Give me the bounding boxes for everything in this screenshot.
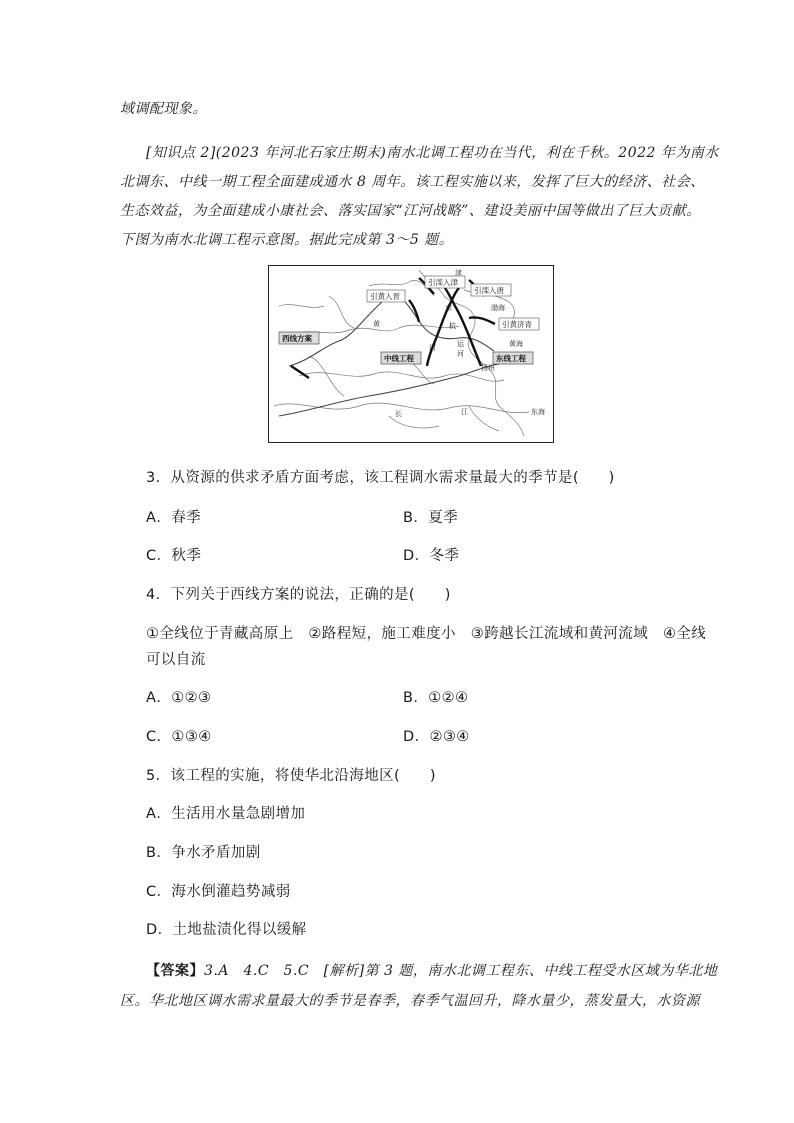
map-svg [269, 266, 553, 442]
question-3-option-a[interactable]: A．春季 [146, 510, 202, 526]
question-5-option-b[interactable]: B．争水矛盾加剧 [146, 845, 261, 861]
place-jin: 津 [455, 269, 462, 277]
west-route-line [291, 366, 309, 378]
question-5-stem: 5．该工程的实施，将使华北沿海地区( ) [146, 768, 436, 784]
question-4-option-d[interactable]: D．②③④ [403, 729, 470, 745]
question-4-option-b[interactable]: B．①②④ [403, 690, 469, 706]
question-5-option-a[interactable]: A．生活用水量急剧增加 [146, 806, 306, 822]
place-yangzhou: 扬州 [481, 364, 495, 372]
label-yinhuang-ji: 引黄济青 [502, 320, 532, 329]
place-he2: 河 [429, 344, 436, 352]
context-line-3: 生态效益，为全面建成小康社会、落实国家“江河战略”、建设美丽中国等做出了巨大贡献。 [120, 203, 701, 219]
question-4-stem: 4．下列关于西线方案的说法，正确的是( ) [146, 587, 451, 603]
place-chang: 长 [395, 410, 402, 418]
question-3-option-b[interactable]: B．夏季 [403, 510, 459, 526]
south-north-water-diversion-map [268, 265, 554, 443]
question-3-stem: 3．从资源的供求矛盾方面考虑，该工程调水需求量最大的季节是( ) [146, 470, 615, 486]
yinhuang-jiqing-line [469, 317, 495, 324]
label-middle-route: 中线工程 [384, 354, 414, 363]
answer-label: 【答案】 [146, 963, 204, 979]
question-4-option-c[interactable]: C．①③④ [146, 729, 212, 745]
label-east-route: 东线工程 [496, 354, 526, 363]
context-line-1: [知识点 2](2023 年河北石家庄期末)南水北调工程功在当代，利在千秋。2022 年为南水 [146, 145, 719, 161]
label-yinluan-tang: 引滦入唐 [474, 286, 504, 295]
answer-line-1-text: 3.A 4.C 5.C [解析]第 3 题，南水北调工程东、中线工程受水区域为华北地 [204, 963, 718, 979]
answer-line-2: 区。华北地区调水需求量最大的季节是春季，春季气温回升，降水量少，蒸发量大，水资源 [120, 993, 700, 1009]
place-yunhe: 河 [457, 350, 464, 358]
question-5-option-d[interactable]: D．土地盐渍化得以缓解 [146, 922, 307, 938]
label-west-plan: 西线方案 [282, 334, 312, 343]
context-line-2: 北调东、中线一期工程全面建成通水 8 周年。该工程实施以来，发挥了巨大的经济、社会、 [120, 174, 705, 190]
question-4-statements-line-1: ①全线位于青藏高原上 ②路程短，施工难度小 ③跨越长江流域和黄河流域 ④全线 [146, 626, 707, 642]
yinhuang-jin-line [409, 300, 419, 322]
answer-line-1 [146, 960, 717, 980]
place-jing: 京 [445, 304, 452, 312]
map-label-boxes [279, 276, 539, 364]
question-4-option-a[interactable]: A．①②③ [146, 690, 212, 706]
question-4-statements-line-2: 可以自流 [146, 652, 206, 668]
place-huang: 黄 [373, 320, 380, 328]
intro-tail-text: 域调配现象。 [120, 101, 207, 117]
place-bohai: 渤海 [491, 304, 505, 312]
place-hang: 杭 [449, 322, 456, 330]
question-3-option-d[interactable]: D．冬季 [403, 548, 460, 564]
label-yinluan-jin: 引滦入津 [428, 278, 458, 287]
question-5-option-c[interactable]: C．海水倒灌趋势减弱 [146, 884, 291, 900]
label-yinhuang-jin: 引黄入晋 [370, 292, 400, 301]
place-donghai: 东海 [531, 408, 545, 416]
context-line-4: 下图为南水北调工程示意图。据此完成第 3～5 题。 [120, 232, 454, 248]
place-huanghai: 黄海 [509, 340, 523, 348]
place-jiang: 江 [461, 408, 468, 416]
question-3-option-c[interactable]: C．秋季 [146, 548, 202, 564]
place-yun: 运 [457, 340, 464, 348]
